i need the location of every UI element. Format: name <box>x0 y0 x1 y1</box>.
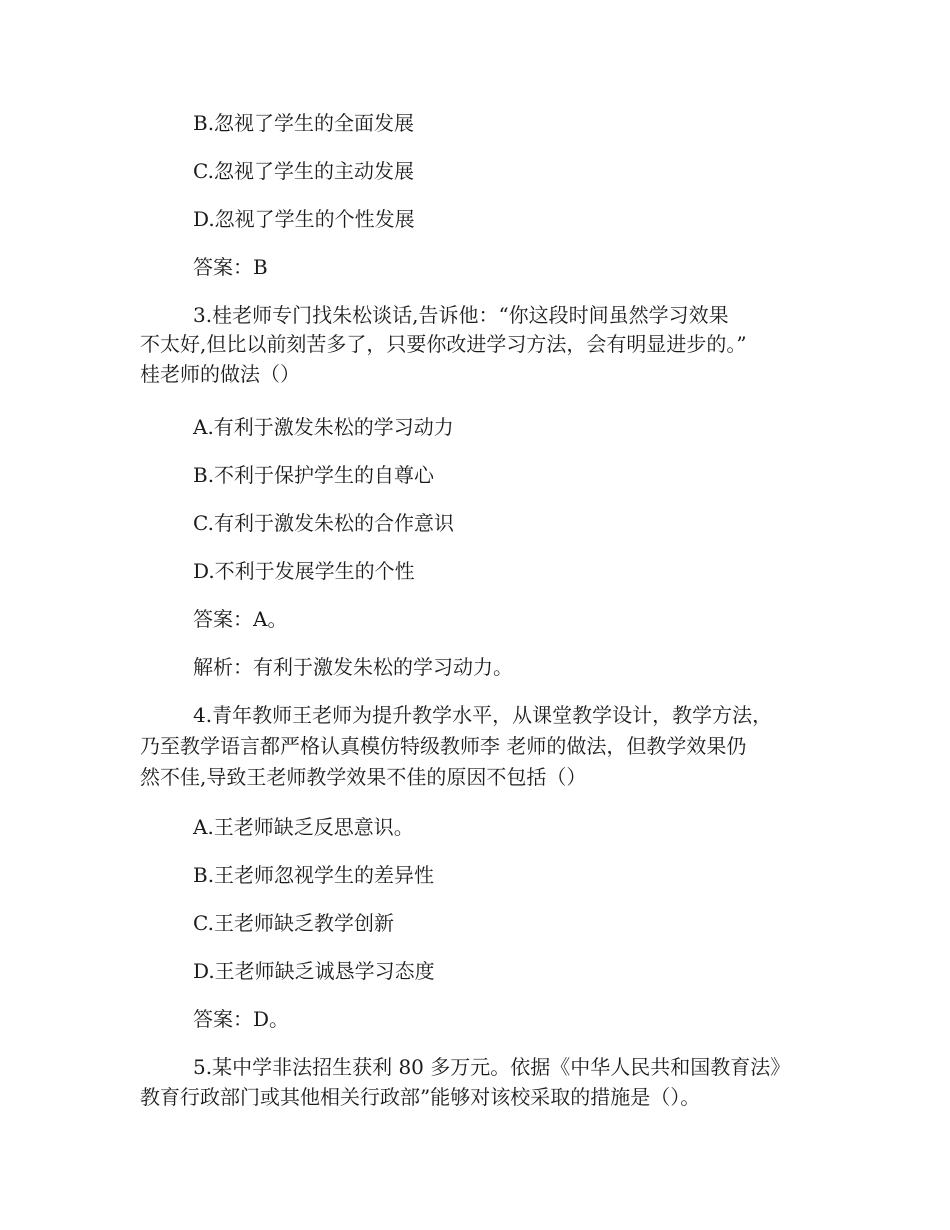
q4-answer: 答案：D。 <box>193 1007 290 1031</box>
q4-option-d: D.王老师缺乏诚恳学习态度 <box>193 959 435 983</box>
q5-stem-line2: 教育行政部门或其他相关行政部”能够对该校采取的措施是（）。 <box>140 1085 701 1109</box>
q3-answer: 答案：A。 <box>193 607 288 631</box>
q4-option-c: C.王老师缺乏教学创新 <box>193 911 394 935</box>
q3-option-a: A.有利于激发朱松的学习动力 <box>193 415 454 439</box>
q2-option-d: D.忽视了学生的个性发展 <box>193 207 415 231</box>
q3-analysis: 解析：有利于激发朱松的学习动力。 <box>193 655 513 679</box>
q4-stem-line3: 然不佳,导致王老师教学效果不佳的原因不包括（） <box>140 765 587 789</box>
q2-option-c: C.忽视了学生的主动发展 <box>193 159 414 183</box>
q3-stem-line2: 不太好,但比以前刻苦多了，只要你改进学习方法，会有明显进步的。” <box>140 332 747 356</box>
q2-answer: 答案：B <box>193 255 268 279</box>
q3-option-c: C.有利于激发朱松的合作意识 <box>193 511 454 535</box>
q3-stem-line3: 桂老师的做法（） <box>140 362 300 386</box>
q3-option-b: B.不利于保护学生的自尊心 <box>193 463 435 487</box>
q4-stem-line2: 乃至教学语言都严格认真模仿特级教师李 老师的做法，但教学效果仍 <box>140 734 747 758</box>
q5-stem-line1: 5.某中学非法招生获利 80 多万元。依据《中华人民共和国教育法》 <box>193 1055 791 1079</box>
q4-option-a: A.王老师缺乏反思意识。 <box>193 815 414 839</box>
q4-stem-line1: 4.青年教师王老师为提升教学水平，从课堂教学设计，教学方法， <box>193 703 773 727</box>
q3-stem-line1: 3.桂老师专门找朱松谈话,告诉他：“你这段时间虽然学习效果 <box>193 303 729 327</box>
q2-option-b: B.忽视了学生的全面发展 <box>193 111 415 135</box>
q4-option-b: B.王老师忽视学生的差异性 <box>193 863 435 887</box>
q3-option-d: D.不利于发展学生的个性 <box>193 559 415 583</box>
